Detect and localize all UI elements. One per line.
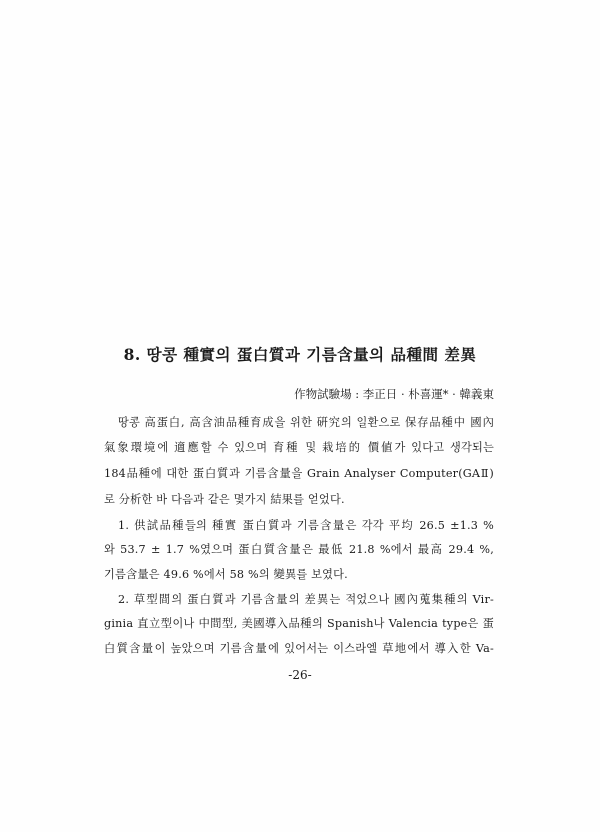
- body-line: 氣象環境에 適應할 수 있으며 育種 및 栽培的 價値가 있다고 생각되는: [104, 441, 494, 454]
- body-line: 白質含量이 높았으며 기름含量에 있어서는 이스라엘 草地에서 導入한 Va-: [104, 642, 494, 655]
- body-line: 로 分析한 바 다음과 같은 몇가지 結果를 얻었다.: [104, 493, 345, 506]
- body-line: 2. 草型間의 蛋白質과 기름含量의 差異는 적었으나 國內蒐集種의 Vir-: [118, 593, 494, 606]
- document-title: 8. 땅콩 種實의 蛋白質과 기름含量의 品種間 差異: [123, 345, 477, 364]
- page-number: -26-: [288, 668, 312, 682]
- author-affiliation: 作物試驗場 : 李正日 · 朴喜運* · 韓義東: [294, 387, 494, 401]
- body-line: 기름含量은 49.6 %에서 58 %의 變異를 보였다.: [104, 568, 348, 581]
- body-line: 184品種에 대한 蛋白質과 기름含量을 Grain Analyser Computer(GAⅡ): [104, 467, 494, 480]
- body-line: ginia 直立型이나 中間型, 美國導入品種의 Spanish나 Valencia type은 蛋: [104, 617, 494, 630]
- body-line: 와 53.7 ± 1.7 %였으며 蛋白質含量은 最低 21.8 %에서 最高 29.4 %,: [104, 543, 494, 556]
- body-line: 1. 供試品種들의 種實 蛋白質과 기름含量은 각각 平均 26.5 ±1.3 %: [118, 519, 494, 532]
- body-line: 땅콩 高蛋白, 高含油品種育成을 위한 硏究의 일환으로 保存品種中 國內: [118, 416, 494, 429]
